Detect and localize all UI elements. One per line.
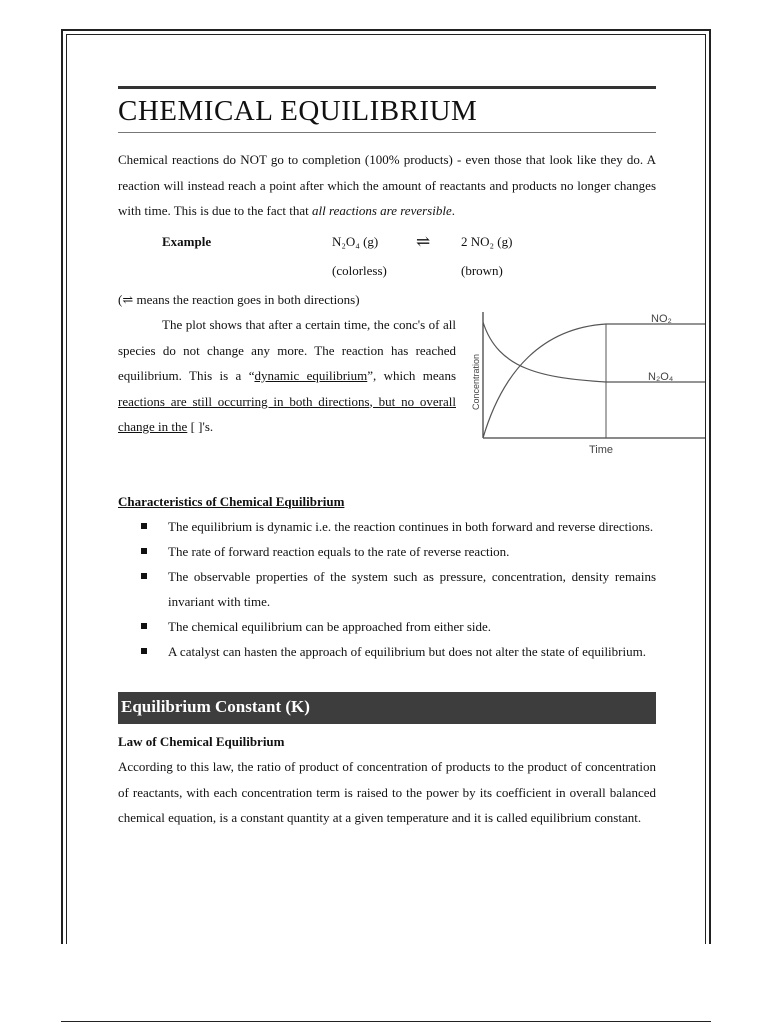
characteristics-heading: Characteristics of Chemical Equilibrium (118, 494, 345, 509)
page-title: CHEMICAL EQUILIBRIUM (118, 95, 478, 127)
example-label: Example (162, 233, 212, 249)
intro-paragraph (118, 147, 656, 224)
list-item-text: A catalyst can hasten the approach of equilibrium but does not alter the state of equilibrium. (168, 644, 646, 659)
list-item (118, 539, 656, 564)
product-color: (brown) (461, 262, 503, 278)
reactant-color: (colorless) (332, 262, 387, 278)
plot-text-2: ”, which means (367, 368, 456, 383)
example-row (118, 228, 656, 256)
list-item (118, 639, 656, 664)
list-item-text: The chemical equilibrium can be approached from either side. (168, 619, 492, 634)
chart-y-label: Concentration (471, 353, 481, 410)
page-content (118, 86, 674, 831)
equilibrium-arrow: ⇌ (416, 231, 431, 251)
list-item (118, 514, 656, 539)
bullet-square-icon (141, 648, 147, 654)
intro-text: Chemical reactions do NOT go to completion (100% products) - even those that look like they do. A reaction will instead reach a point after which the amount of reactants and products no longer changes with time. This is due to the fact that (118, 152, 656, 218)
bullet-square-icon (141, 623, 147, 629)
plot-text-1: The plot shows that after a certain time, the conc's of all species do not change any more. The reaction has reached equilibrium. This is a “ (118, 317, 456, 383)
list-item (118, 614, 656, 639)
list-item-text: The equilibrium is dynamic i.e. the reaction continues in both forward and reverse directions. (168, 519, 654, 534)
plot-paragraph (118, 312, 456, 440)
title-rule-top (118, 86, 656, 89)
footer-rule (61, 1021, 711, 1022)
list-item-text: The rate of forward reaction equals to the rate of reverse reaction. (168, 544, 510, 559)
law-paragraph: According to this law, the ratio of product of concentration of products to the product of concentration of reactants, with each concentration term is raised to the power by its coefficient in overall balanced chemical equation, is a constant quantity at a given temperature and it is called equilibrium constant. (118, 759, 656, 825)
example-reactant: N₂O₄ (g) (332, 233, 379, 249)
intro-italic: all reactions are reversible (312, 203, 452, 218)
chart-legend-n2o4: N₂O₄ (648, 371, 674, 383)
plot-underline-1: dynamic equilibrium (254, 368, 368, 383)
means-note: (⇌ means the reaction goes in both directions) (118, 291, 360, 307)
intro-end: . (451, 203, 455, 218)
bullet-square-icon (141, 523, 147, 529)
chart-legend-no2: NO₂ (651, 313, 672, 325)
plot-text-3: [ ]'s. (187, 419, 214, 434)
list-item-text: The observable properties of the system such as pressure, concentration, density remains invariant with time. (168, 569, 656, 609)
title-rule-bottom (118, 132, 656, 133)
chart-x-label: Time (589, 444, 614, 456)
law-heading: Law of Chemical Equilibrium (118, 734, 285, 749)
characteristics-list (118, 514, 656, 664)
list-item (118, 564, 656, 614)
example-color-row (118, 257, 656, 285)
bullet-square-icon (141, 573, 147, 579)
plot-section (118, 312, 674, 462)
plot-underline-2: reactions are still occurring in both directions, but no overall change in the (118, 393, 456, 434)
bullet-square-icon (141, 548, 147, 554)
concentration-time-chart (473, 310, 705, 460)
section-banner: Equilibrium Constant (K) (118, 692, 656, 724)
example-product: 2 NO₂ (g) (461, 233, 513, 249)
